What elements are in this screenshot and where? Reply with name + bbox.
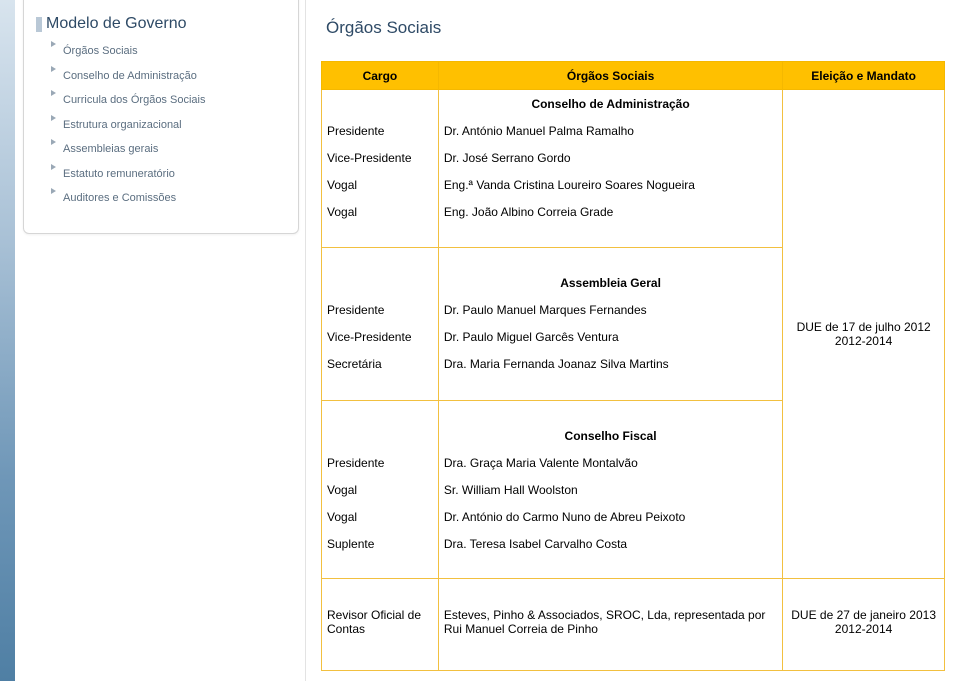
member-name: Sr. William Hall Woolston: [443, 483, 578, 497]
mandato-line2: 2012-2014: [834, 622, 893, 636]
sidebar: [15, 0, 306, 681]
orgaos-cell: [438, 248, 782, 401]
member-name: Dr. Paulo Manuel Marques Fernandes: [443, 303, 647, 317]
orgaos-table: [321, 61, 945, 671]
member-name: Dra. Graça Maria Valente Montalvão: [443, 456, 638, 470]
table-row: [322, 90, 945, 248]
nav-box: [23, 0, 299, 234]
arrow-right-icon: [51, 66, 56, 72]
nav-item-assembleias[interactable]: [51, 143, 205, 168]
mandato-cell: [783, 579, 945, 671]
arrow-right-icon: [51, 188, 56, 194]
member-name: Dr. José Serrano Gordo: [443, 151, 571, 165]
cargo-label: Revisor Oficial de Contas: [327, 608, 422, 636]
cargo-label: Vice-Presidente: [327, 330, 412, 344]
cargo-label: Vice-Presidente: [327, 151, 412, 165]
header-orgaos: Órgãos Sociais: [438, 62, 782, 90]
arrow-right-icon: [51, 90, 56, 96]
arrow-right-icon: [51, 164, 56, 170]
cargo-label: Vogal: [327, 483, 358, 497]
arrow-right-icon: [51, 41, 56, 47]
title-bar-icon: [36, 17, 42, 32]
cargo-label: Secretária: [327, 357, 382, 371]
nav-list: [51, 45, 205, 217]
mandato-line2: 2012-2014: [834, 334, 893, 348]
cargo-label: Presidente: [327, 456, 385, 470]
orgaos-cell: [438, 90, 782, 248]
cargo-cell: [322, 401, 439, 579]
cargo-label: Vogal: [327, 178, 358, 192]
member-name: Dr. Paulo Miguel Garcês Ventura: [443, 330, 619, 344]
member-name: Dra. Maria Fernanda Joanaz Silva Martins: [443, 357, 669, 371]
mandato-line1: DUE de 27 de janeiro 2013: [791, 608, 937, 622]
table-header-row: [322, 62, 945, 90]
nav-item-label: Órgãos Sociais: [63, 45, 138, 57]
nav-item-curricula[interactable]: [51, 94, 205, 119]
cargo-cell: [322, 248, 439, 401]
nav-item-label: Estrutura organizacional: [63, 118, 182, 131]
nav-item-estatuto[interactable]: [51, 168, 205, 193]
arrow-right-icon: [51, 139, 56, 145]
cargo-cell: [322, 579, 439, 671]
main-content: [306, 0, 961, 681]
nav-item-label: Conselho de Administração: [63, 69, 197, 82]
member-name: Dra. Teresa Isabel Carvalho Costa: [443, 537, 628, 551]
section-title: Conselho de Administração: [531, 97, 690, 111]
nav-title-text: Modelo de Governo: [46, 15, 187, 32]
orgaos-cell: [438, 401, 782, 579]
member-name: Dr. António do Carmo Nuno de Abreu Peixoto: [443, 510, 686, 524]
table-row: [322, 579, 945, 671]
member-name: Eng.ª Vanda Cristina Loureiro Soares Nogueira: [443, 178, 695, 192]
cargo-label: Vogal: [327, 510, 358, 524]
cargo-cell: [322, 90, 439, 248]
cargo-label: Vogal: [327, 205, 358, 219]
cargo-label: Presidente: [327, 303, 385, 317]
nav-item-orgaos-sociais[interactable]: [51, 45, 205, 70]
nav-item-auditores[interactable]: [51, 192, 205, 217]
arrow-right-icon: [51, 115, 56, 121]
cargo-label: Presidente: [327, 124, 385, 138]
section-title: Assembleia Geral: [560, 276, 661, 290]
mandato-line1: DUE de 17 de julho 2012: [796, 320, 931, 334]
nav-title: [36, 15, 187, 33]
header-cargo: Cargo: [322, 62, 439, 90]
left-background-strip: [0, 0, 15, 681]
nav-item-label: Estatuto remuneratório: [63, 167, 175, 180]
nav-item-label: Curricula dos Órgãos Sociais: [63, 94, 206, 106]
member-name: Eng. João Albino Correia Grade: [443, 205, 614, 219]
header-mandato: Eleição e Mandato: [783, 62, 945, 90]
member-name: Esteves, Pinho & Associados, SROC, Lda, representada por Rui Manuel Correia de Pinho: [443, 608, 766, 636]
nav-item-label: Auditores e Comissões: [63, 192, 177, 204]
cargo-label: Suplente: [327, 537, 375, 551]
mandato-cell: [783, 90, 945, 579]
page-title: Órgãos Sociais: [326, 18, 442, 37]
nav-item-estrutura[interactable]: [51, 119, 205, 144]
nav-item-label: Assembleias gerais: [63, 143, 159, 155]
nav-item-conselho-administracao[interactable]: [51, 70, 205, 95]
member-name: Dr. António Manuel Palma Ramalho: [443, 124, 634, 138]
section-title: Conselho Fiscal: [564, 429, 657, 443]
orgaos-cell: [438, 579, 782, 671]
